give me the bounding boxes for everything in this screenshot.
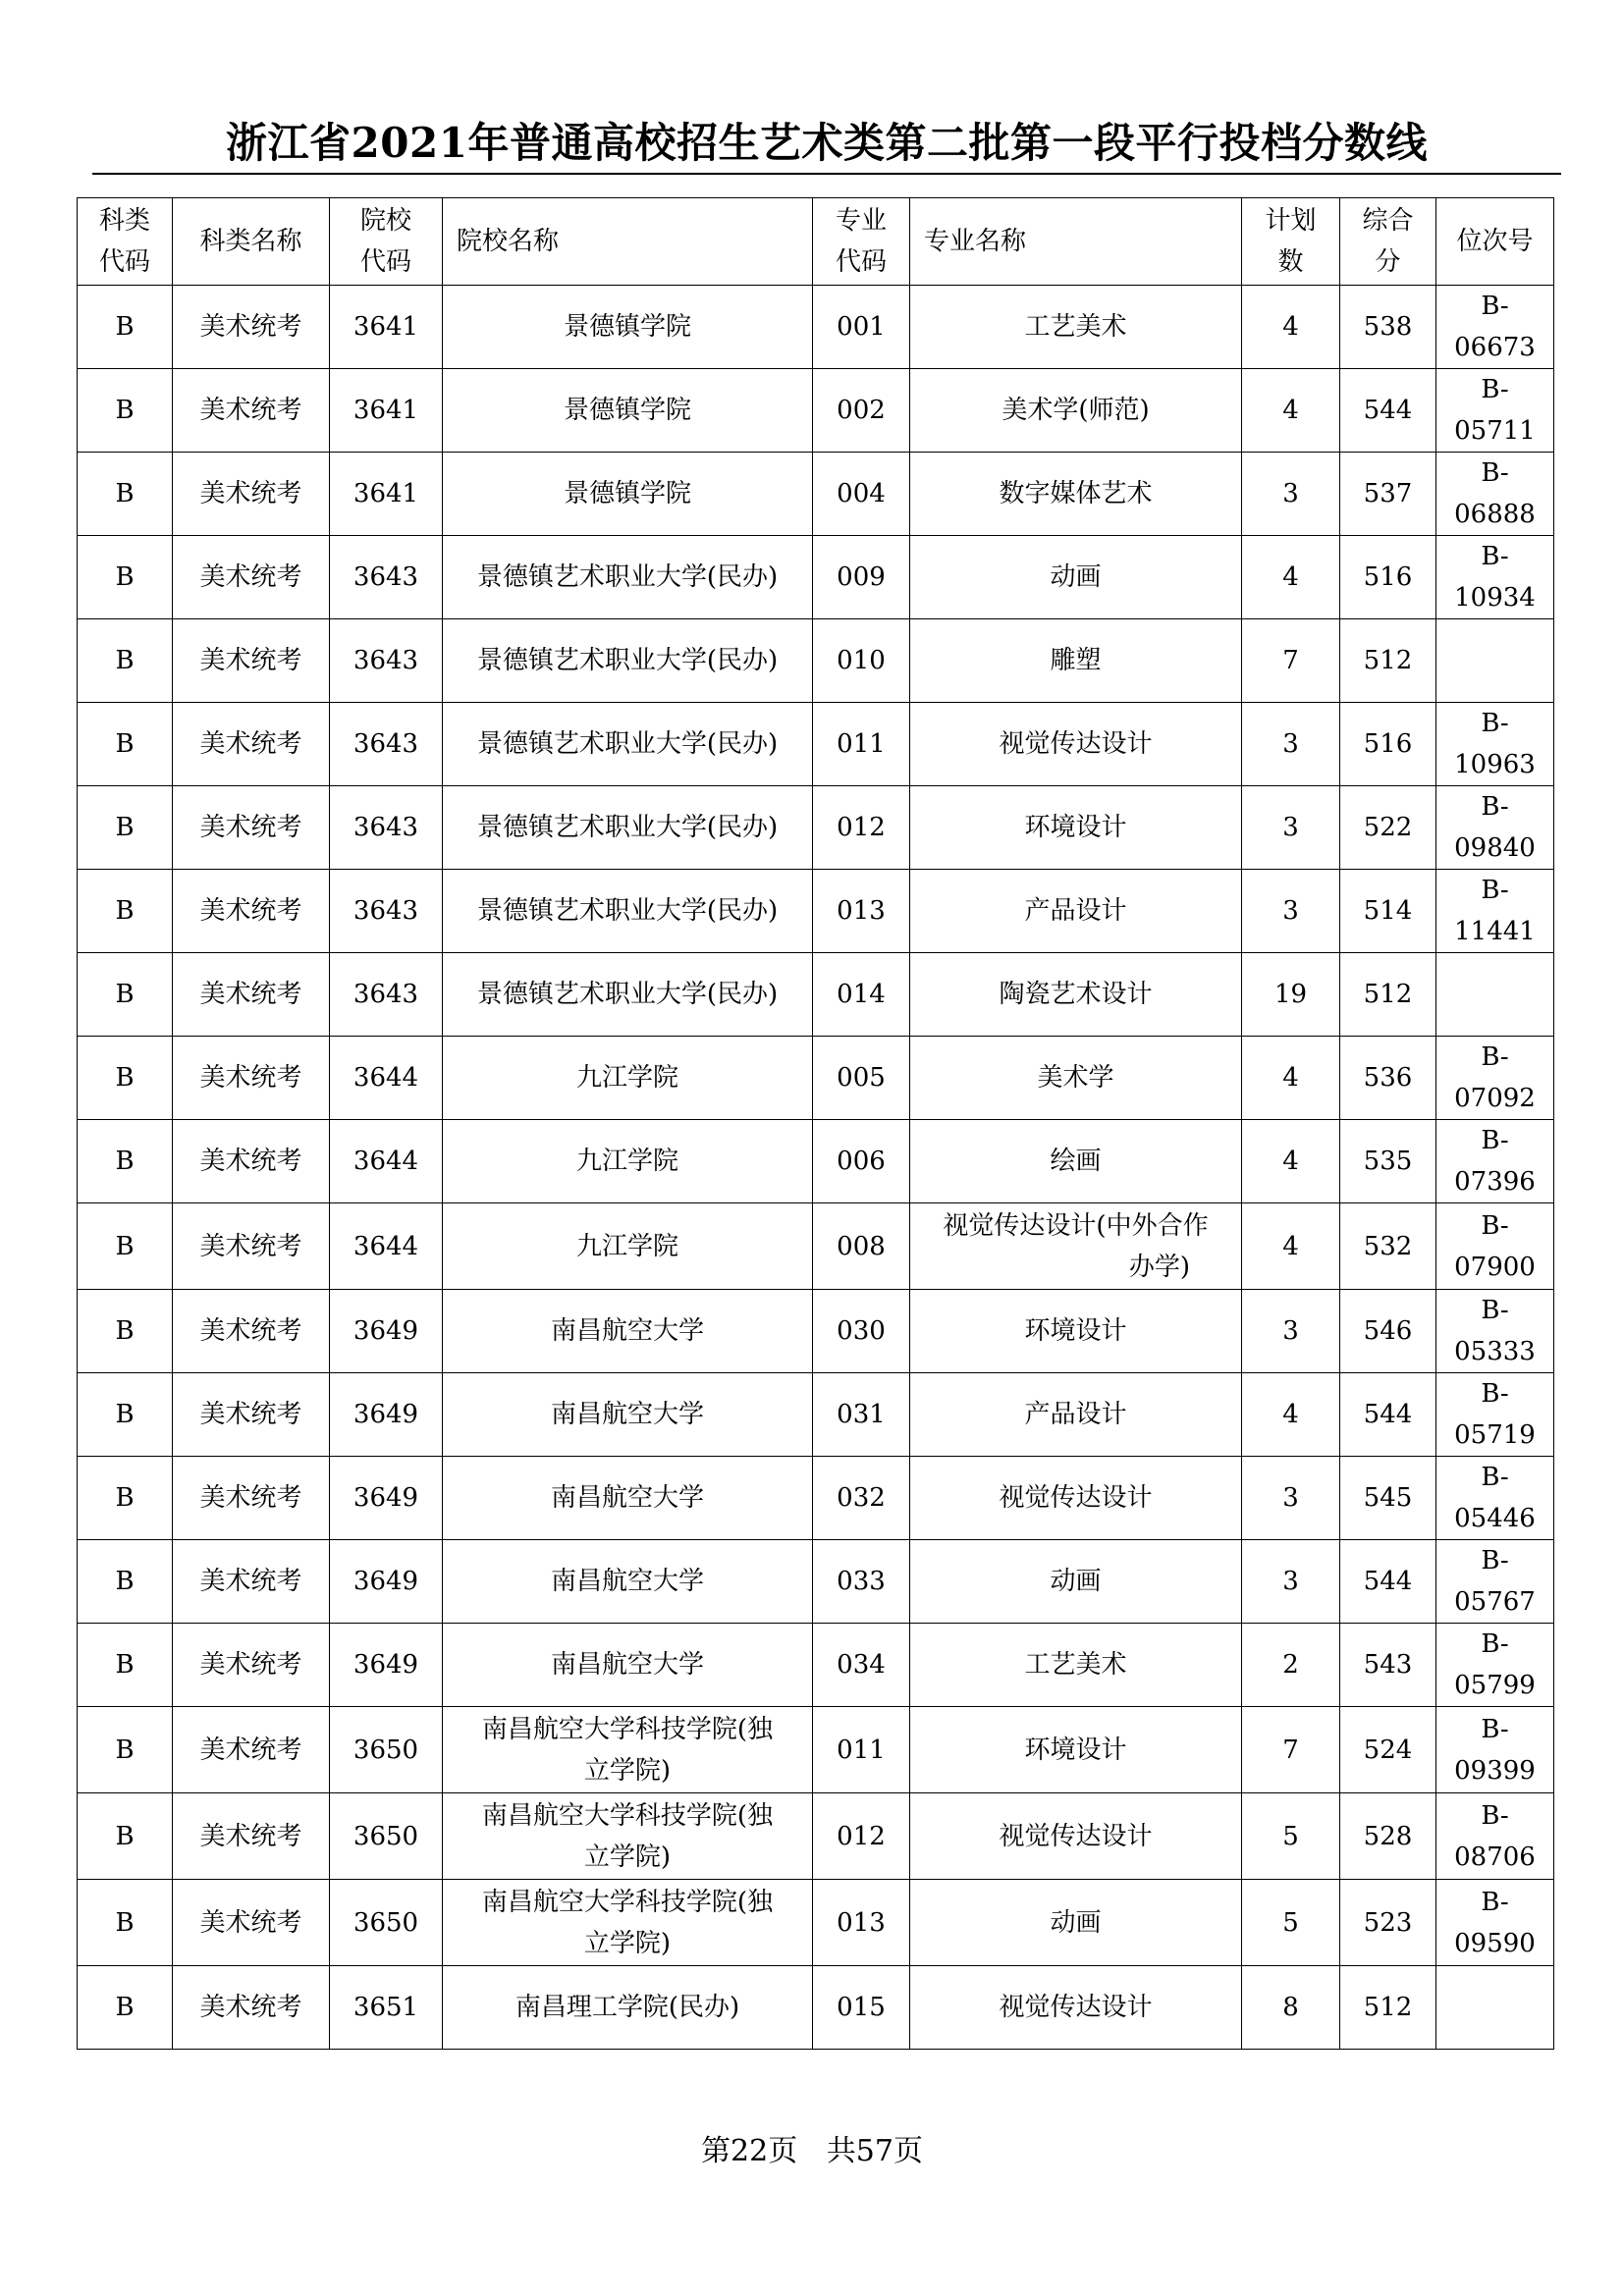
cell-rank xyxy=(1436,619,1554,703)
table-row xyxy=(78,1624,1554,1707)
header-score xyxy=(1340,198,1436,286)
cell-major-code: 015 xyxy=(813,1966,910,2050)
cell-major-code: 009 xyxy=(813,536,910,619)
cell-major-code: 013 xyxy=(813,1880,910,1966)
cell-rank: B-10934 xyxy=(1436,536,1554,619)
cell-rank: B-08706 xyxy=(1436,1793,1554,1880)
cell-line: 办学) xyxy=(1128,1252,1190,1282)
cell-major-name: 雕塑 xyxy=(910,619,1242,703)
cell-major-code: 006 xyxy=(813,1120,910,1203)
cell-score: 544 xyxy=(1340,369,1436,453)
cell-kl-name: 美术统考 xyxy=(173,703,330,786)
cell-school-code: 3650 xyxy=(330,1793,443,1880)
cell-plan: 4 xyxy=(1242,536,1340,619)
cell-score: 522 xyxy=(1340,786,1436,870)
cell-line: 南昌航空大学科技学院(独 xyxy=(481,1800,774,1831)
cell-major-name: 绘画 xyxy=(910,1120,1242,1203)
cell-plan: 3 xyxy=(1242,1540,1340,1624)
cell-major-code: 008 xyxy=(813,1203,910,1290)
cell-kl-code: B xyxy=(78,1540,173,1624)
cell-score: 536 xyxy=(1340,1037,1436,1120)
table-row xyxy=(78,1203,1554,1290)
table-row xyxy=(78,1880,1554,1966)
cell-kl-name: 美术统考 xyxy=(173,1880,330,1966)
cell-kl-code: B xyxy=(78,1624,173,1707)
header-label: 综合 xyxy=(1362,206,1414,236)
cell-kl-code: B xyxy=(78,1793,173,1880)
header-row xyxy=(78,198,1554,286)
table-row xyxy=(78,536,1554,619)
header-label: 代码 xyxy=(98,247,150,277)
cell-plan: 5 xyxy=(1242,1880,1340,1966)
cell-plan: 4 xyxy=(1242,1037,1340,1120)
cell-plan: 3 xyxy=(1242,870,1340,953)
table-row xyxy=(78,1457,1554,1540)
cell-school-name: 南昌理工学院(民办) xyxy=(443,1966,813,2050)
cell-kl-code: B xyxy=(78,1290,173,1373)
cell-line: 视觉传达设计(中外合作 xyxy=(943,1210,1209,1241)
cell-kl-name: 美术统考 xyxy=(173,786,330,870)
cell-kl-code: B xyxy=(78,953,173,1037)
header-major-name xyxy=(910,198,1242,286)
table-row xyxy=(78,453,1554,536)
cell-major-code: 001 xyxy=(813,286,910,369)
header-label: 院校 xyxy=(359,206,411,236)
cell-line: 立学院) xyxy=(583,1842,672,1872)
cell-school-code: 3643 xyxy=(330,953,443,1037)
cell-major-code: 011 xyxy=(813,1707,910,1793)
cell-line: 南昌航空大学科技学院(独 xyxy=(481,1714,774,1744)
cell-plan: 7 xyxy=(1242,619,1340,703)
cell-score: 516 xyxy=(1340,536,1436,619)
cell-major-name: 动画 xyxy=(910,1540,1242,1624)
page-total: 共57页 xyxy=(826,2134,923,2168)
cell-kl-name: 美术统考 xyxy=(173,1037,330,1120)
cell-kl-code: B xyxy=(78,1120,173,1203)
cell-major-name: 视觉传达设计 xyxy=(910,1457,1242,1540)
cell-kl-code: B xyxy=(78,1880,173,1966)
cell-major-code: 002 xyxy=(813,369,910,453)
table-row xyxy=(78,1707,1554,1793)
table-row xyxy=(78,1793,1554,1880)
cell-plan: 5 xyxy=(1242,1793,1340,1880)
cell-school-name: 九江学院 xyxy=(443,1037,813,1120)
cell-plan: 4 xyxy=(1242,1203,1340,1290)
cell-school-name: 景德镇艺术职业大学(民办) xyxy=(443,870,813,953)
cell-score: 546 xyxy=(1340,1290,1436,1373)
cell-kl-name: 美术统考 xyxy=(173,1203,330,1290)
cell-score: 535 xyxy=(1340,1120,1436,1203)
cell-score: 516 xyxy=(1340,703,1436,786)
header-label: 计划 xyxy=(1265,206,1317,236)
cell-rank xyxy=(1436,1966,1554,2050)
cell-school-code: 3644 xyxy=(330,1203,443,1290)
header-label: 科类 xyxy=(98,206,150,236)
cell-major-code: 031 xyxy=(813,1373,910,1457)
document-title: 浙江省2021年普通高校招生艺术类第二批第一段平行投档分数线 xyxy=(226,119,1428,167)
cell-school-name: 南昌航空大学 xyxy=(443,1373,813,1457)
table-row xyxy=(78,1037,1554,1120)
cell-major-code: 013 xyxy=(813,870,910,953)
cell-kl-name: 美术统考 xyxy=(173,369,330,453)
header-label: 位次号 xyxy=(1456,227,1534,256)
cell-kl-code: B xyxy=(78,536,173,619)
header-kl-name xyxy=(173,198,330,286)
cell-major-name xyxy=(910,1203,1242,1290)
header-label: 院校名称 xyxy=(457,227,560,256)
cell-kl-code: B xyxy=(78,369,173,453)
cell-plan: 3 xyxy=(1242,1457,1340,1540)
cell-kl-code: B xyxy=(78,786,173,870)
header-label: 代码 xyxy=(359,247,411,277)
cell-score: 524 xyxy=(1340,1707,1436,1793)
cell-major-code: 004 xyxy=(813,453,910,536)
cell-major-code: 012 xyxy=(813,1793,910,1880)
cell-kl-name: 美术统考 xyxy=(173,1120,330,1203)
header-major-code xyxy=(813,198,910,286)
cell-score: 538 xyxy=(1340,286,1436,369)
cell-major-code: 011 xyxy=(813,703,910,786)
cell-kl-code: B xyxy=(78,1037,173,1120)
cell-kl-code: B xyxy=(78,1966,173,2050)
cell-kl-code: B xyxy=(78,1457,173,1540)
cell-score: 512 xyxy=(1340,953,1436,1037)
header-label: 数 xyxy=(1277,247,1304,277)
cell-major-code: 034 xyxy=(813,1624,910,1707)
cell-school-code: 3644 xyxy=(330,1037,443,1120)
cell-school-code: 3641 xyxy=(330,369,443,453)
cell-school-code: 3643 xyxy=(330,619,443,703)
cell-school-name: 景德镇学院 xyxy=(443,286,813,369)
cell-rank: B-09590 xyxy=(1436,1880,1554,1966)
cell-plan: 4 xyxy=(1242,1120,1340,1203)
cell-major-code: 032 xyxy=(813,1457,910,1540)
cell-plan: 3 xyxy=(1242,703,1340,786)
table-row xyxy=(78,870,1554,953)
cell-school-code: 3649 xyxy=(330,1290,443,1373)
cell-major-code: 005 xyxy=(813,1037,910,1120)
cell-school-name xyxy=(443,1793,813,1880)
cell-kl-name: 美术统考 xyxy=(173,1707,330,1793)
cell-plan: 19 xyxy=(1242,953,1340,1037)
cell-line: 立学院) xyxy=(583,1755,672,1786)
cell-plan: 4 xyxy=(1242,1373,1340,1457)
cell-plan: 4 xyxy=(1242,369,1340,453)
table-row xyxy=(78,1290,1554,1373)
cell-school-code: 3643 xyxy=(330,786,443,870)
cell-rank: B-10963 xyxy=(1436,703,1554,786)
cell-school-name: 景德镇学院 xyxy=(443,369,813,453)
header-school-name xyxy=(443,198,813,286)
cell-rank: B-05446 xyxy=(1436,1457,1554,1540)
score-table xyxy=(77,197,1554,2050)
cell-kl-code: B xyxy=(78,703,173,786)
cell-plan: 2 xyxy=(1242,1624,1340,1707)
cell-rank: B-07900 xyxy=(1436,1203,1554,1290)
cell-school-code: 3649 xyxy=(330,1457,443,1540)
header-rank xyxy=(1436,198,1554,286)
cell-kl-name: 美术统考 xyxy=(173,1290,330,1373)
page-footer xyxy=(0,2126,1624,2169)
cell-kl-name: 美术统考 xyxy=(173,953,330,1037)
cell-rank: B-05333 xyxy=(1436,1290,1554,1373)
cell-major-name: 环境设计 xyxy=(910,786,1242,870)
header-label: 专业 xyxy=(835,206,887,236)
cell-kl-name: 美术统考 xyxy=(173,453,330,536)
table-body xyxy=(78,286,1554,2050)
cell-kl-code: B xyxy=(78,1707,173,1793)
cell-school-code: 3641 xyxy=(330,453,443,536)
cell-major-name: 动画 xyxy=(910,536,1242,619)
cell-rank: B-05767 xyxy=(1436,1540,1554,1624)
cell-school-code: 3644 xyxy=(330,1120,443,1203)
cell-kl-name: 美术统考 xyxy=(173,870,330,953)
cell-plan: 3 xyxy=(1242,786,1340,870)
table-row xyxy=(78,1120,1554,1203)
cell-major-code: 014 xyxy=(813,953,910,1037)
cell-kl-code: B xyxy=(78,453,173,536)
cell-school-code: 3643 xyxy=(330,870,443,953)
cell-kl-code: B xyxy=(78,1203,173,1290)
cell-score: 532 xyxy=(1340,1203,1436,1290)
cell-school-name: 九江学院 xyxy=(443,1120,813,1203)
cell-score: 544 xyxy=(1340,1373,1436,1457)
cell-score: 537 xyxy=(1340,453,1436,536)
cell-school-name xyxy=(443,1707,813,1793)
header-label: 专业名称 xyxy=(924,227,1027,256)
table-row xyxy=(78,1540,1554,1624)
cell-major-name: 陶瓷艺术设计 xyxy=(910,953,1242,1037)
cell-rank: B-07092 xyxy=(1436,1037,1554,1120)
cell-school-name: 景德镇艺术职业大学(民办) xyxy=(443,953,813,1037)
cell-kl-name: 美术统考 xyxy=(173,1457,330,1540)
table-header xyxy=(78,198,1554,286)
cell-line: 立学院) xyxy=(583,1928,672,1958)
title-underline xyxy=(92,173,1561,175)
cell-school-name: 南昌航空大学 xyxy=(443,1290,813,1373)
cell-kl-name: 美术统考 xyxy=(173,1373,330,1457)
cell-major-code: 010 xyxy=(813,619,910,703)
header-kl-code xyxy=(78,198,173,286)
cell-major-name: 视觉传达设计 xyxy=(910,1966,1242,2050)
cell-rank: B-09840 xyxy=(1436,786,1554,870)
cell-school-name xyxy=(443,1880,813,1966)
cell-score: 545 xyxy=(1340,1457,1436,1540)
cell-school-name: 南昌航空大学 xyxy=(443,1540,813,1624)
cell-school-code: 3650 xyxy=(330,1880,443,1966)
table-row xyxy=(78,703,1554,786)
cell-major-code: 030 xyxy=(813,1290,910,1373)
header-label: 科类名称 xyxy=(199,227,302,256)
cell-school-code: 3649 xyxy=(330,1373,443,1457)
cell-major-name: 视觉传达设计 xyxy=(910,1793,1242,1880)
header-label: 分 xyxy=(1375,247,1401,277)
cell-kl-name: 美术统考 xyxy=(173,536,330,619)
cell-major-name: 工艺美术 xyxy=(910,1624,1242,1707)
cell-rank: B-06673 xyxy=(1436,286,1554,369)
page-number: 第22页 xyxy=(701,2134,798,2168)
cell-line: 南昌航空大学科技学院(独 xyxy=(481,1887,774,1917)
cell-major-name: 环境设计 xyxy=(910,1290,1242,1373)
cell-plan: 8 xyxy=(1242,1966,1340,2050)
cell-school-code: 3651 xyxy=(330,1966,443,2050)
cell-school-name: 南昌航空大学 xyxy=(443,1624,813,1707)
table-row xyxy=(78,1966,1554,2050)
cell-plan: 7 xyxy=(1242,1707,1340,1793)
cell-school-name: 景德镇学院 xyxy=(443,453,813,536)
cell-score: 543 xyxy=(1340,1624,1436,1707)
cell-score: 528 xyxy=(1340,1793,1436,1880)
cell-plan: 3 xyxy=(1242,453,1340,536)
cell-major-code: 033 xyxy=(813,1540,910,1624)
cell-school-code: 3643 xyxy=(330,536,443,619)
cell-score: 544 xyxy=(1340,1540,1436,1624)
table-row xyxy=(78,619,1554,703)
header-school-code xyxy=(330,198,443,286)
cell-rank: B-09399 xyxy=(1436,1707,1554,1793)
cell-score: 514 xyxy=(1340,870,1436,953)
cell-plan: 4 xyxy=(1242,286,1340,369)
cell-kl-name: 美术统考 xyxy=(173,1540,330,1624)
cell-major-name: 工艺美术 xyxy=(910,286,1242,369)
cell-kl-code: B xyxy=(78,286,173,369)
table-row xyxy=(78,786,1554,870)
cell-major-name: 美术学(师范) xyxy=(910,369,1242,453)
cell-major-name: 产品设计 xyxy=(910,870,1242,953)
cell-rank: B-05711 xyxy=(1436,369,1554,453)
cell-major-name: 动画 xyxy=(910,1880,1242,1966)
table-row xyxy=(78,286,1554,369)
cell-major-name: 美术学 xyxy=(910,1037,1242,1120)
cell-school-code: 3643 xyxy=(330,703,443,786)
cell-school-name: 南昌航空大学 xyxy=(443,1457,813,1540)
header-label: 代码 xyxy=(835,247,887,277)
cell-kl-name: 美术统考 xyxy=(173,619,330,703)
cell-school-name: 景德镇艺术职业大学(民办) xyxy=(443,703,813,786)
cell-score: 512 xyxy=(1340,619,1436,703)
cell-school-name: 景德镇艺术职业大学(民办) xyxy=(443,536,813,619)
cell-rank: B-06888 xyxy=(1436,453,1554,536)
cell-plan: 3 xyxy=(1242,1290,1340,1373)
cell-rank: B-07396 xyxy=(1436,1120,1554,1203)
cell-kl-code: B xyxy=(78,619,173,703)
table-row xyxy=(78,1373,1554,1457)
cell-kl-name: 美术统考 xyxy=(173,286,330,369)
cell-school-name: 九江学院 xyxy=(443,1203,813,1290)
table-row xyxy=(78,369,1554,453)
cell-kl-name: 美术统考 xyxy=(173,1624,330,1707)
cell-school-name: 景德镇艺术职业大学(民办) xyxy=(443,619,813,703)
cell-rank: B-11441 xyxy=(1436,870,1554,953)
cell-rank: B-05719 xyxy=(1436,1373,1554,1457)
cell-score: 512 xyxy=(1340,1966,1436,2050)
cell-school-name: 景德镇艺术职业大学(民办) xyxy=(443,786,813,870)
cell-major-code: 012 xyxy=(813,786,910,870)
cell-score: 523 xyxy=(1340,1880,1436,1966)
cell-major-name: 产品设计 xyxy=(910,1373,1242,1457)
table-row xyxy=(78,953,1554,1037)
cell-school-code: 3649 xyxy=(330,1624,443,1707)
cell-school-code: 3650 xyxy=(330,1707,443,1793)
cell-school-code: 3649 xyxy=(330,1540,443,1624)
cell-major-name: 视觉传达设计 xyxy=(910,703,1242,786)
cell-rank: B-05799 xyxy=(1436,1624,1554,1707)
cell-kl-name: 美术统考 xyxy=(173,1966,330,2050)
cell-kl-code: B xyxy=(78,1373,173,1457)
cell-rank xyxy=(1436,953,1554,1037)
cell-major-name: 环境设计 xyxy=(910,1707,1242,1793)
cell-major-name: 数字媒体艺术 xyxy=(910,453,1242,536)
cell-kl-name: 美术统考 xyxy=(173,1793,330,1880)
cell-school-code: 3641 xyxy=(330,286,443,369)
cell-kl-code: B xyxy=(78,870,173,953)
header-plan xyxy=(1242,198,1340,286)
